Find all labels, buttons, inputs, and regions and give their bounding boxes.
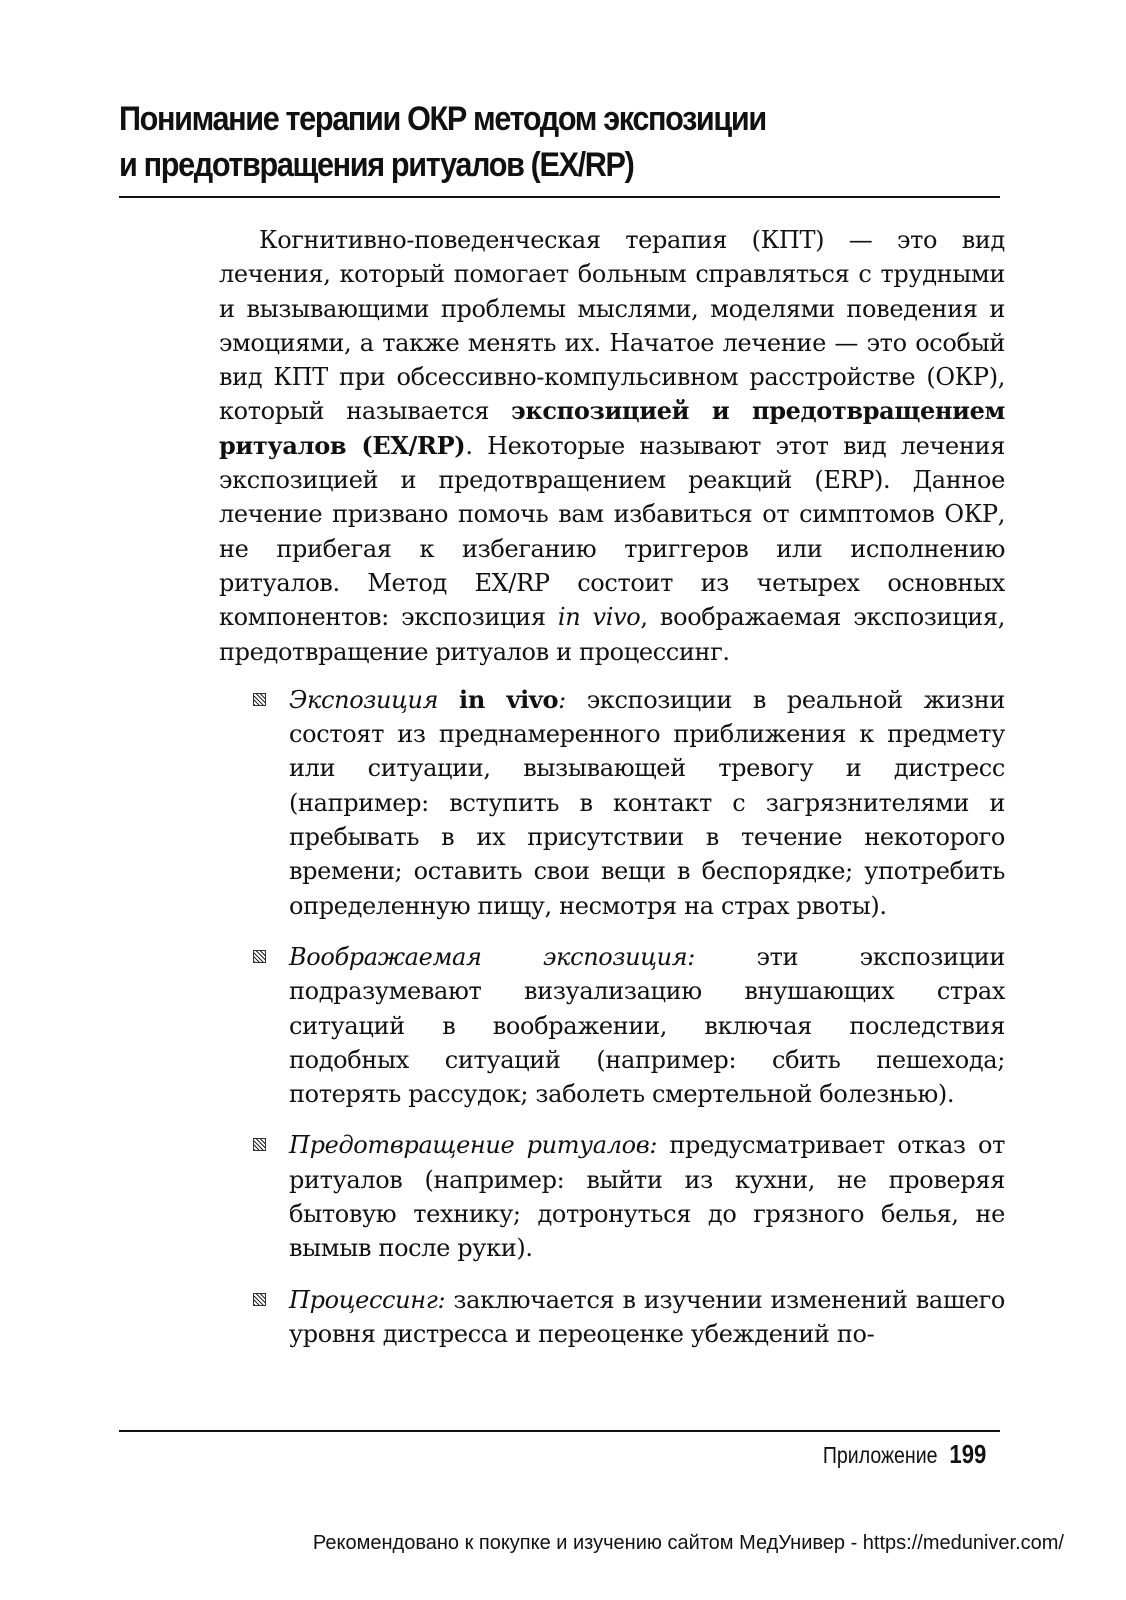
list-item-text: экспозиции в реальной жизни состоят из преднамеренного приближения к предмету или ситуации, вызывающей тревогу и дистресс (например: вступить в контакт с загрязнителями и пребывать в их присутствии в течение некоторого времени; оставить свои вещи в беспорядке; употребить определенную пищу, несмотря на страх рвоты). — [289, 685, 1005, 920]
page-title-line-1: Понимание терапии ОКР методом экспозиции — [119, 100, 766, 138]
page-number: 199 — [949, 1439, 986, 1469]
components-list — [219, 683, 1005, 1351]
footer-section-label: Приложение — [822, 1442, 938, 1468]
list-item-term: Воображаемая экспозиция: — [289, 942, 696, 971]
term-suffix: : — [558, 685, 566, 714]
list-item — [219, 940, 1005, 1111]
term-bold-part: in vivo — [459, 684, 559, 714]
intro-paragraph — [219, 223, 1005, 669]
intro-text-2: . Некоторые называют этот вид лечения экспозицией и предотвращением реакций (ERP). Данное лечение призвано помочь вам избавиться от симптомов ОКР, не прибегая к избеганию триггеров или исполнению ритуалов. Метод EX/RP состоит из четырех основных компонентов: экспозиция — [219, 431, 1005, 632]
list-item-term: Предотвращение ритуалов: — [289, 1131, 658, 1160]
footer-divider — [119, 1430, 1000, 1432]
list-item-term: Процессинг: — [289, 1285, 446, 1314]
square-bullet-icon — [253, 693, 266, 706]
square-bullet-icon — [253, 1293, 266, 1306]
page-title-line-2: и предотвращения ритуалов (EX/RP) — [119, 146, 634, 184]
list-item-text: предусматривает отказ от ритуалов (например: выйти из кухни, не проверяя бытовую технику; дотронуться до грязного белья, не вымыв после руки). — [289, 1131, 1005, 1263]
page-title — [119, 96, 911, 188]
title-divider — [119, 196, 1000, 198]
list-item-term — [289, 686, 566, 714]
list-item-text: заключается в изучении изменений вашего уровня дистресса и переоценке убеждений по- — [289, 1285, 1005, 1348]
intro-text-3: , воображаемая экспозиция, предотвращение ритуалов и процессинг. — [219, 603, 1005, 666]
list-item — [219, 1283, 1005, 1352]
intro-bold-term: экспозицией и предотвращением ритуалов (EX/RP) — [219, 396, 1005, 460]
square-bullet-icon — [253, 950, 266, 963]
body-content — [219, 223, 1005, 1368]
term-italic-part: Экспозиция — [289, 685, 460, 714]
running-footer — [823, 1438, 986, 1471]
list-item-text: эти экспозиции подразумевают визуализацию внушающих страх ситуаций в воображении, включая последствия подобных ситуаций (например: сбить пешехода; потерять рассудок; заболеть смертельной болезнью). — [289, 942, 1005, 1109]
square-bullet-icon — [253, 1138, 266, 1151]
intro-italic-term: in vivo — [557, 603, 641, 632]
watermark-text: Рекомендовано к покупке и изучению сайтом МедУнивер - https://meduniver.com/ — [312, 1532, 1064, 1554]
list-item — [219, 1128, 1005, 1265]
list-item — [219, 683, 1005, 923]
intro-text-1: Когнитивно-поведенческая терапия (КПТ) — это вид лечения, который помогает больным справляться с трудными и вызывающими проблемы мыслями, моделями поведения и эмоциями, а также менять их. Начатое лечение — это особый вид КПТ при обсессивно-компульсивном расстройстве (ОКР), который называется — [219, 226, 1005, 426]
